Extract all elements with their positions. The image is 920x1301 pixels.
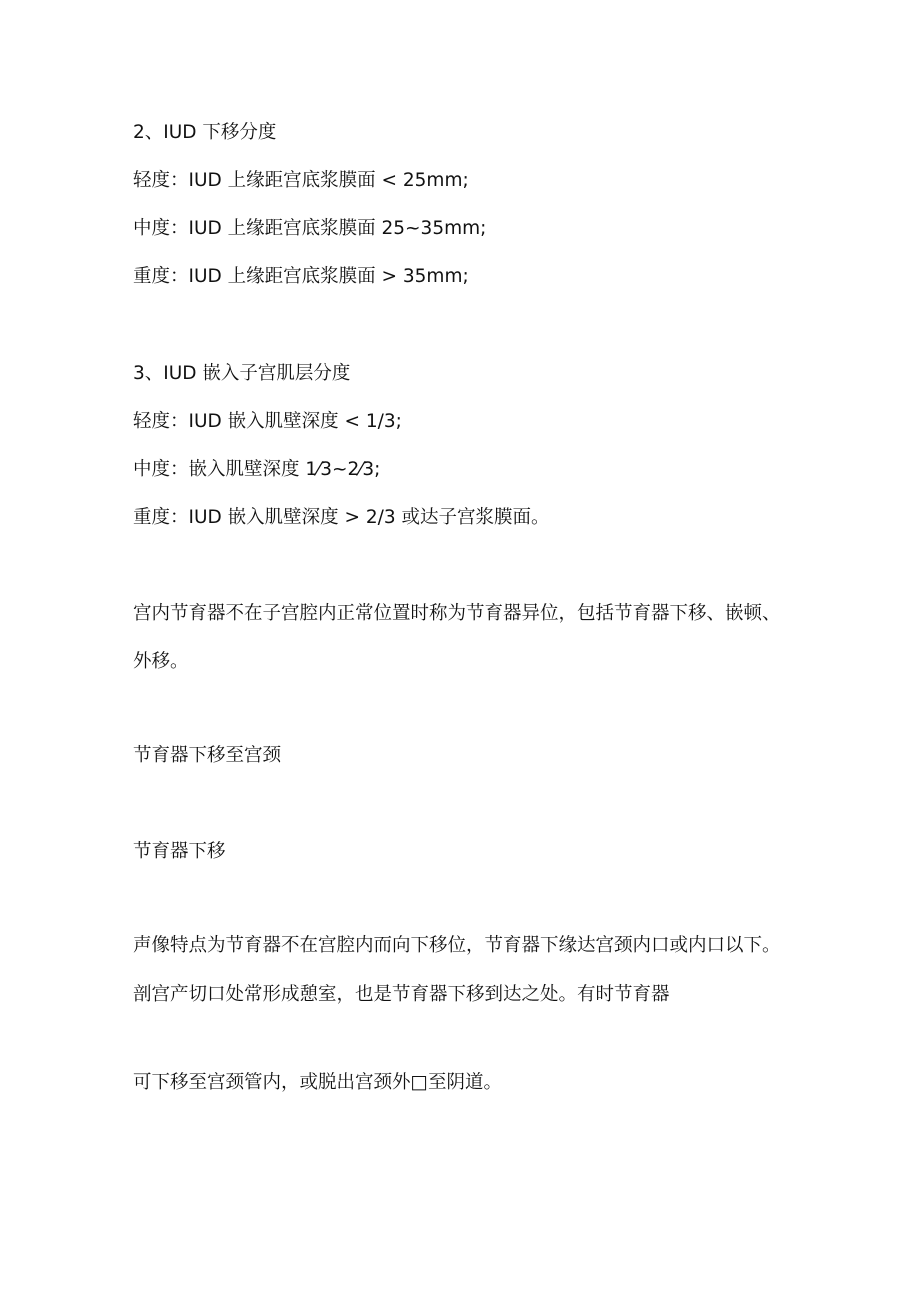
section-2-severe: 重度：IUD 上缘距宫底浆膜面 > 35mm; xyxy=(133,266,469,287)
section-3-severe: 重度：IUD 嵌入肌壁深度 > 2/3 或达子宫浆膜面。 xyxy=(133,507,550,528)
section-3-heading: 3、IUD 嵌入子宫肌层分度 xyxy=(133,363,351,384)
definition-line-1: 宫内节育器不在子宫腔内正常位置时称为节育器异位，包括节育器下移、嵌顿、 xyxy=(133,603,781,624)
description-line-1: 声像特点为节育器不在宫腔内而向下移位，节育器下缘达宫颈内口或内口以下。 xyxy=(133,935,781,956)
section-2-heading: 2、IUD 下移分度 xyxy=(133,122,277,143)
description-line-2: 剖宫产切口处常形成憩室，也是节育器下移到达之处。有时节育器 xyxy=(133,984,670,1005)
description-line-3: 可下移至宫颈管内，或脱出宫颈外□至阴道。 xyxy=(133,1072,502,1093)
definition-line-2: 外移。 xyxy=(133,651,189,672)
section-3-mild: 轻度：IUD 嵌入肌壁深度 < 1/3; xyxy=(133,411,402,432)
section-3-moderate: 中度：嵌入肌壁深度 1⁄3~2⁄3; xyxy=(133,459,381,480)
subheading-cervix: 节育器下移至宫颈 xyxy=(133,745,282,766)
section-2-moderate: 中度：IUD 上缘距宫底浆膜面 25~35mm; xyxy=(133,218,487,239)
subheading-down: 节育器下移 xyxy=(133,841,226,862)
section-2-mild: 轻度：IUD 上缘距宫底浆膜面 < 25mm; xyxy=(133,170,469,191)
